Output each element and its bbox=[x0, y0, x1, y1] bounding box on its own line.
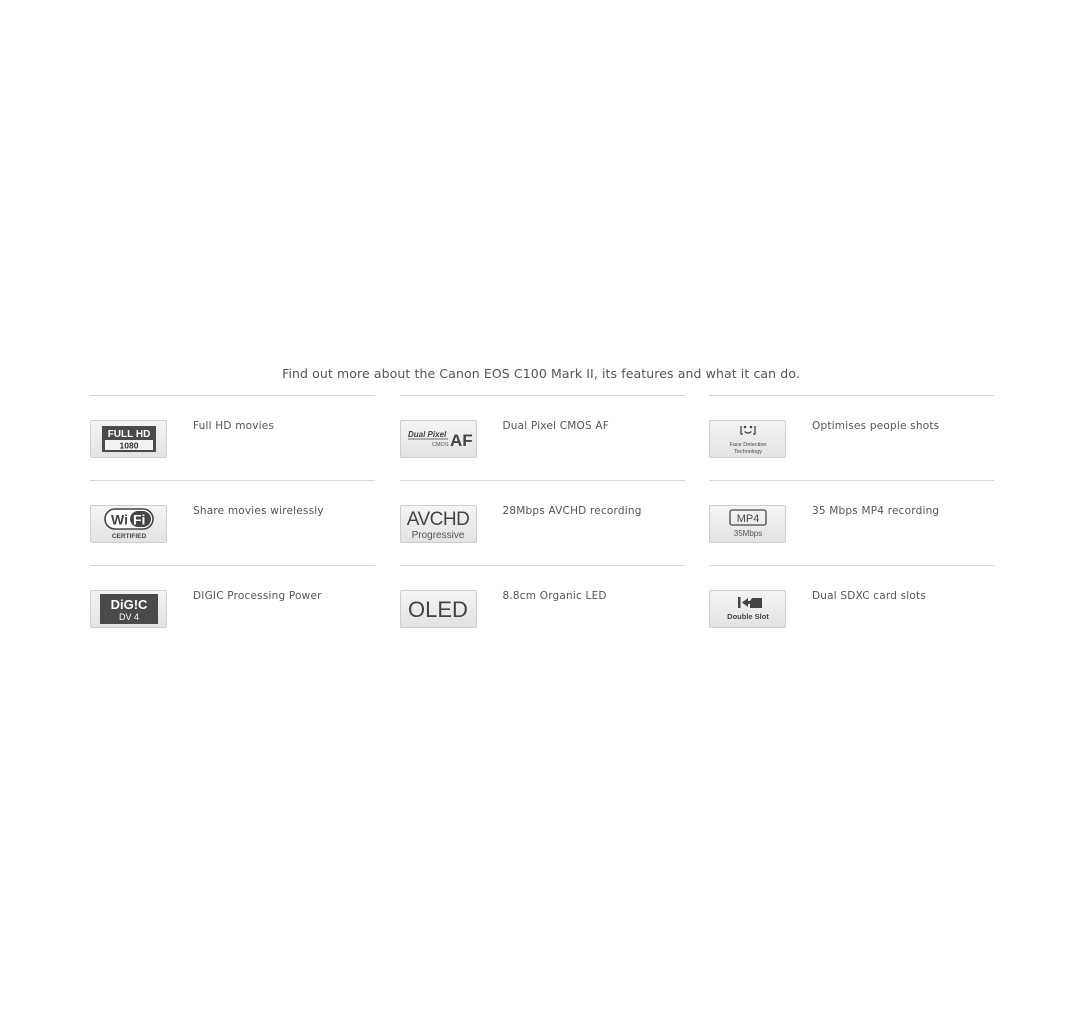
svg-text:CERTIFIED: CERTIFIED bbox=[111, 533, 146, 540]
feature-label: Optimises people shots bbox=[812, 420, 940, 432]
svg-text:Technology: Technology bbox=[733, 449, 762, 455]
svg-text:CMOS: CMOS bbox=[432, 442, 449, 448]
svg-text:OLED: OLED bbox=[408, 597, 468, 622]
feature-item-dual-pixel-af bbox=[400, 395, 685, 480]
full-hd-1080-icon bbox=[90, 420, 167, 458]
svg-text:35Mbps: 35Mbps bbox=[733, 529, 762, 538]
svg-text:Fi: Fi bbox=[132, 511, 145, 528]
feature-label: 28Mbps AVCHD recording bbox=[502, 505, 642, 517]
features-row bbox=[90, 480, 994, 565]
double-slot-icon bbox=[709, 590, 786, 628]
feature-item-full-hd bbox=[90, 395, 375, 480]
wifi-certified-icon bbox=[90, 505, 167, 543]
mp4-icon bbox=[709, 505, 786, 543]
feature-item-digic bbox=[90, 565, 375, 650]
svg-text:AVCHD: AVCHD bbox=[406, 509, 470, 530]
oled-icon bbox=[400, 590, 477, 628]
feature-label: DIGIC Processing Power bbox=[193, 590, 322, 602]
feature-item-mp4 bbox=[709, 480, 994, 565]
feature-label: Full HD movies bbox=[193, 420, 275, 432]
svg-text:DiG!C: DiG!C bbox=[110, 597, 147, 612]
features-row bbox=[90, 565, 994, 650]
intro-text: Find out more about the Canon EOS C100 Mark II, its features and what it can do. bbox=[282, 366, 800, 381]
digic-dv4-icon bbox=[90, 590, 167, 628]
avchd-progressive-icon bbox=[400, 505, 477, 543]
svg-text:Wi: Wi bbox=[110, 511, 128, 528]
svg-text:Face Detection: Face Detection bbox=[729, 442, 766, 448]
feature-item-oled bbox=[400, 565, 685, 650]
feature-label: Dual SDXC card slots bbox=[812, 590, 927, 602]
face-detection-icon bbox=[709, 420, 786, 458]
feature-item-face-detection bbox=[709, 395, 994, 480]
features-grid bbox=[90, 395, 994, 650]
svg-text:Progressive: Progressive bbox=[411, 530, 465, 541]
features-row bbox=[90, 395, 994, 480]
svg-text:AF: AF bbox=[450, 431, 473, 450]
svg-text:MP4: MP4 bbox=[736, 513, 759, 525]
svg-text:DV 4: DV 4 bbox=[118, 612, 139, 622]
svg-text:1080: 1080 bbox=[119, 440, 138, 451]
feature-item-wifi bbox=[90, 480, 375, 565]
svg-text:Double Slot: Double Slot bbox=[726, 612, 769, 621]
feature-label: 8.8cm Organic LED bbox=[502, 590, 607, 602]
dual-pixel-af-icon bbox=[400, 420, 477, 458]
feature-label: Share movies wirelessly bbox=[193, 505, 324, 517]
feature-item-avchd bbox=[400, 480, 685, 565]
feature-label: Dual Pixel CMOS AF bbox=[502, 420, 610, 432]
feature-item-double-slot bbox=[709, 565, 994, 650]
svg-text:FULL HD: FULL HD bbox=[107, 429, 150, 440]
feature-label: 35 Mbps MP4 recording bbox=[812, 505, 940, 517]
svg-text:Dual Pixel: Dual Pixel bbox=[408, 430, 447, 439]
